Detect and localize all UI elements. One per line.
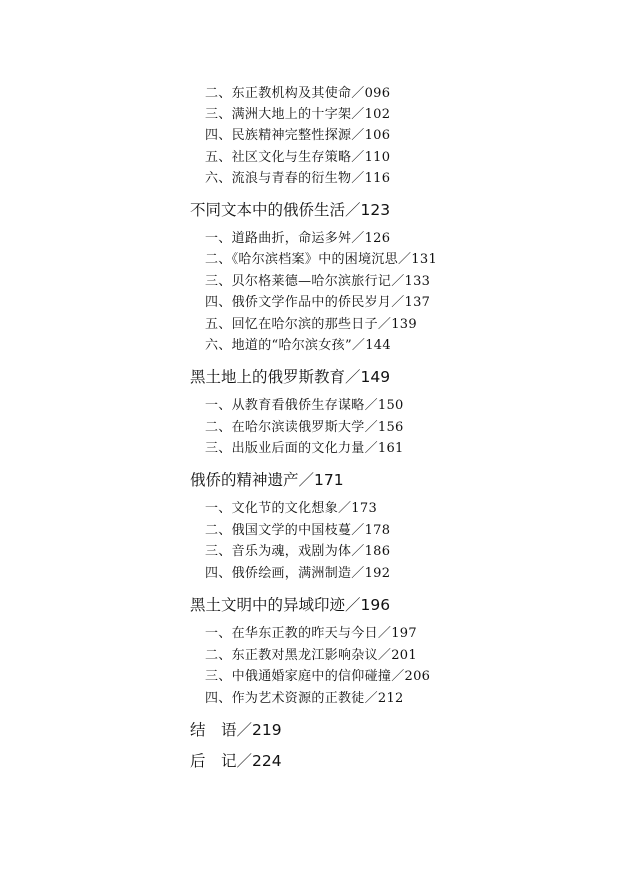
toc-entry: 四、民族精神完整性探源／106 — [205, 128, 391, 143]
chapter-heading: 俄侨的精神遗产／171 — [190, 471, 344, 489]
toc-entry: 三、中俄通婚家庭中的信仰碰撞／206 — [205, 669, 431, 684]
toc-entry: 五、社区文化与生存策略／110 — [205, 150, 391, 165]
toc-entry: 五、回忆在哈尔滨的那些日子／139 — [205, 317, 417, 332]
chapter-heading: 黑土文明中的异域印迹／196 — [190, 596, 391, 614]
chapter-heading: 黑土地上的俄罗斯教育／149 — [190, 368, 391, 386]
toc-entry: 三、音乐为魂，戏剧为体／186 — [205, 544, 391, 559]
toc-entry: 三、贝尔格莱德—哈尔滨旅行记／133 — [205, 274, 431, 289]
afterword-heading: 后 记／224 — [190, 752, 282, 770]
toc-entry: 一、文化节的文化想象／173 — [205, 501, 378, 516]
toc-entry: 一、道路曲折，命运多舛／126 — [205, 231, 391, 246]
toc-entry: 二、东正教机构及其使命／096 — [205, 86, 391, 101]
toc-entry: 六、流浪与青春的衍生物／116 — [205, 171, 391, 186]
toc-entry: 二、俄国文学的中国枝蔓／178 — [205, 523, 391, 538]
toc-entry: 一、在华东正教的昨天与今日／197 — [205, 626, 417, 641]
toc-entry: 四、俄侨文学作品中的侨民岁月／137 — [205, 295, 431, 310]
chapter-heading: 不同文本中的俄侨生活／123 — [190, 201, 391, 219]
conclusion-heading: 结 语／219 — [190, 721, 282, 739]
toc-entry: 四、作为艺术资源的正教徒／212 — [205, 691, 404, 706]
toc-entry: 四、俄侨绘画，满洲制造／192 — [205, 566, 391, 581]
toc-entry: 三、满洲大地上的十字架／102 — [205, 107, 391, 122]
toc-entry: 二、在哈尔滨读俄罗斯大学／156 — [205, 420, 404, 435]
toc-entry: 二、《哈尔滨档案》中的困境沉思／131 — [205, 252, 438, 267]
toc-entry: 六、地道的“哈尔滨女孩”／144 — [205, 338, 391, 353]
toc-entry: 三、出版业后面的文化力量／161 — [205, 441, 404, 456]
toc-entry: 一、从教育看俄侨生存谋略／150 — [205, 398, 404, 413]
toc-entry: 二、东正教对黑龙江影响杂议／201 — [205, 648, 417, 663]
